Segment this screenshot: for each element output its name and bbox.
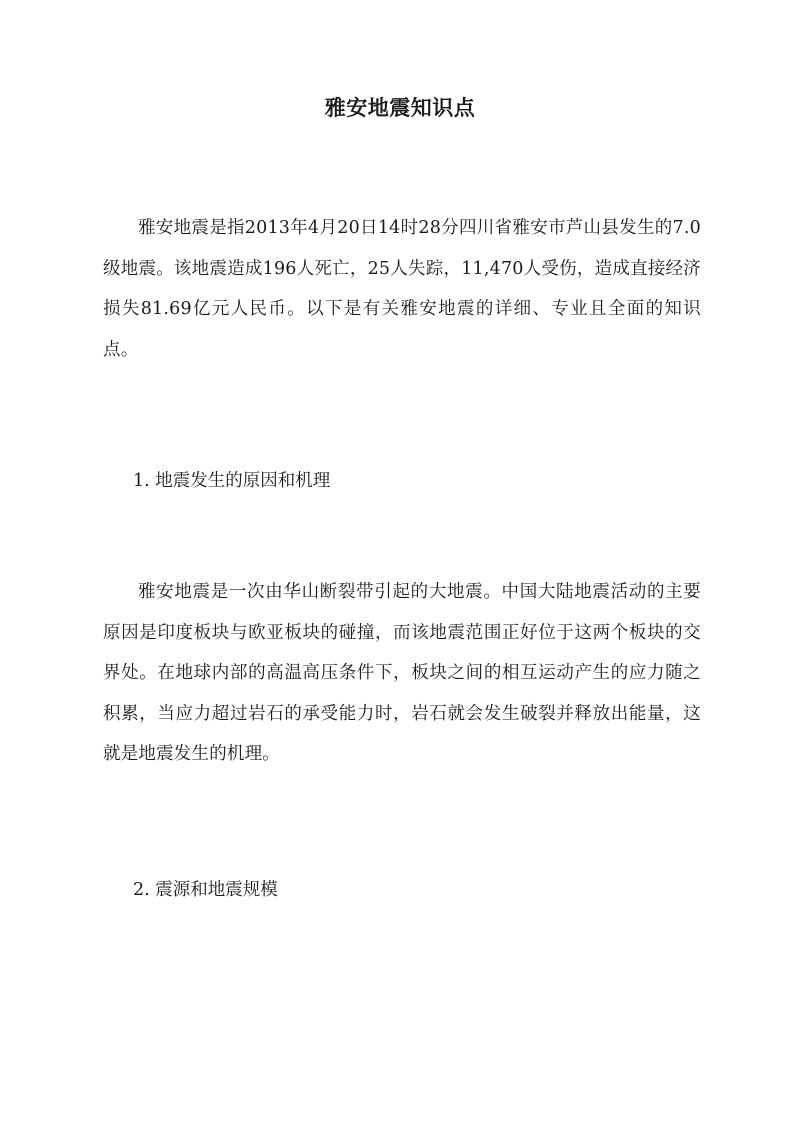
document-title: 雅安地震知识点 — [324, 95, 476, 120]
section-1-heading: 1. 地震发生的原因和机理 — [133, 471, 331, 491]
section-2-heading: 2. 震源和地震规模 — [133, 880, 278, 900]
section-1-body: 雅安地震是一次由华山断裂带引起的大地震。中国大陆地震活动的主要原因是印度板块与欧亚板块的碰撞，而该地震范围正好位于这两个板块的交界处。在地球内部的高温高压条件下，板块之间的相互运动产生的应力随之积累，当应力超过岩石的承受能力时，岩石就会发生破裂并释放出能量，这就是地震发生的机理。 — [103, 582, 701, 764]
intro-paragraph: 雅安地震是指2013年4月20日14时28分四川省雅安市芦山县发生的7.0级地震。该地震造成196人死亡，25人失踪，11,470人受伤，造成直接经济损失81.69亿元人民币。以下是有关雅安地震的详细、专业且全面的知识点。 — [103, 218, 701, 360]
